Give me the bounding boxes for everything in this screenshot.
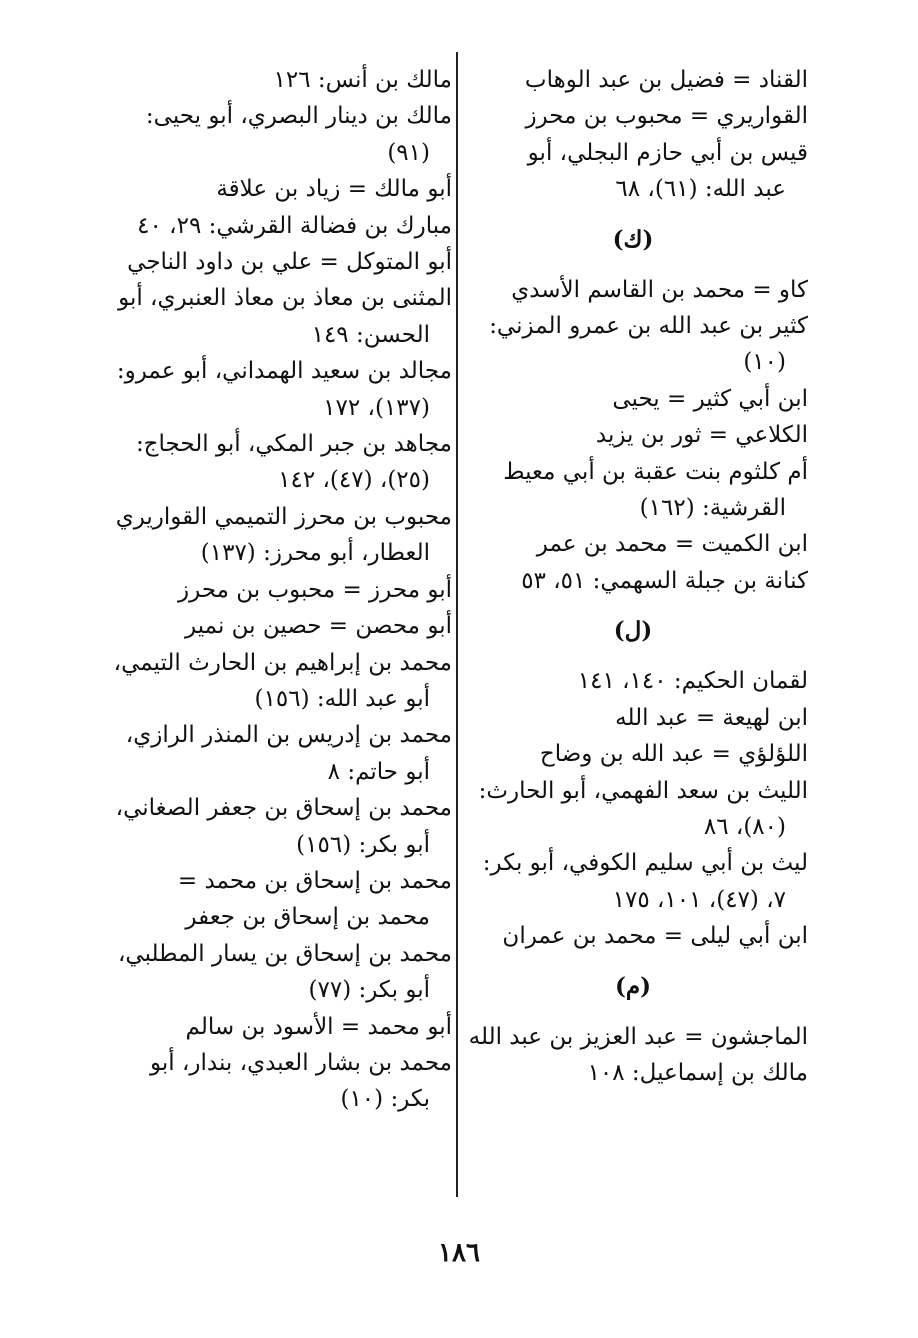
index-entry: الليث بن سعد الفهمي، أبو الحارث: [478,777,808,804]
index-entry: محمد بن إسحاق بن جعفر الصغاني، [115,795,452,822]
index-entry: محمد بن إبراهيم بن الحارث التيمي، [113,649,452,676]
index-entry-continuation: (٢٥)، (٤٧)، ١٤٢ [278,467,430,494]
index-entry: كنانة بن جبلة السهمي: ٥١، ٥٣ [521,567,808,594]
index-entry: مالك بن دينار البصري، أبو يحيى: [145,103,452,130]
index-entry: القناد = فضيل بن عبد الوهاب [524,67,808,93]
index-entry: القواريري = محبوب بن محرز [525,103,808,130]
index-entry: محمد بن بشار العبدي، بندار، أبو [150,1049,452,1076]
index-entry-continuation: أبو بكر: (٧٧) [308,977,430,1004]
index-entry: أبو محمد = الأسود بن سالم [185,1013,452,1040]
index-entry: مبارك بن فضالة القرشي: ٢٩، ٤٠ [137,212,452,239]
index-entry: مالك بن إسماعيل: ١٠٨ [587,1059,808,1086]
index-entry: اللؤلؤي = عبد الله بن وضاح [539,741,808,768]
index-entry: ابن أبي ليلى = محمد بن عمران [502,923,808,950]
index-entry: أبو مالك = زياد بن علاقة [216,176,452,203]
index-entry-continuation: أبو بكر: (١٥٦) [296,831,430,858]
index-entry-continuation: (٩١) [387,139,430,166]
index-entry-continuation: عبد الله: (٦١)، ٦٨ [615,176,786,203]
section-heading: (ك) [612,225,654,253]
index-entry: كاو = محمد بن القاسم الأسدي [511,276,808,303]
index-entry: المثنى بن معاذ بن معاذ العنبري، أبو [118,285,452,312]
index-entry-continuation: (١٣٧)، ١٧٢ [323,394,430,421]
index-entry: الكلاعي = ثور بن يزيد [595,422,808,449]
index-entry: محمد بن إسحاق بن محمد = [177,867,452,894]
index-entry: ابن لهيعة = عبد الله [615,704,808,731]
section-heading: (م) [614,972,651,1000]
index-column-left [102,62,452,1118]
index-entry: محمد بن إسحاق بن يسار المطلبي، [117,940,452,967]
index-entry-continuation: بكر: (١٠) [340,1086,430,1113]
index-entry-continuation: أبو عبد الله: (١٥٦) [254,685,430,712]
index-entry-continuation: العطار، أبو محرز: (١٣٧) [200,540,430,567]
index-entry: ليث بن أبي سليم الكوفي، أبو بكر: [482,850,808,877]
index-entry: محبوب بن محرز التميمي القواريري [115,503,452,530]
index-entry: أبو محصن = حصين بن نمير [185,613,452,640]
index-entry: مجالد بن سعيد الهمداني، أبو عمرو: [116,358,452,385]
index-entry-continuation: محمد بن إسحاق بن جعفر [185,904,430,931]
index-entry-continuation: القرشية: (١٦٢) [639,495,786,522]
section-heading: (ل) [613,617,653,645]
index-entry: ابن الكميت = محمد بن عمر [536,531,808,558]
page-number: ١٨٦ [438,1238,480,1268]
index-entry: الماجشون = عبد العزيز بن عبد الله [468,1023,808,1050]
index-entry-continuation: (١٠) [743,349,786,376]
index-entry-continuation: أبو حاتم: ٨ [327,758,430,785]
index-entry: أبو محرز = محبوب بن محرز [178,576,452,603]
index-entry: كثير بن عبد الله بن عمرو المزني: [489,313,808,340]
index-entry: أم كلثوم بنت عقبة بن أبي معيط [503,458,808,485]
index-entry: لقمان الحكيم: ١٤٠، ١٤١ [577,668,808,695]
index-entry: محمد بن إدريس بن المنذر الرازي، [125,722,452,749]
index-entry: أبو المتوكل = علي بن داود الناجي [127,249,452,276]
index-entry: مجاهد بن جبر المكي، أبو الحجاج: [135,431,452,458]
index-entry: ابن أبي كثير = يحيى [612,385,808,412]
index-entry: مالك بن أنس: ١٢٦ [273,67,452,93]
index-entry-continuation: الحسن: ١٤٩ [311,321,430,348]
index-entry: قيس بن أبي حازم البجلي، أبو [527,139,808,166]
index-entry-continuation: (٨٠)، ٨٦ [703,813,786,840]
index-column-right [458,62,808,1091]
column-divider [456,52,458,1197]
index-entry-continuation: ٧، (٤٧)، ١٠١، ١٧٥ [612,886,786,913]
